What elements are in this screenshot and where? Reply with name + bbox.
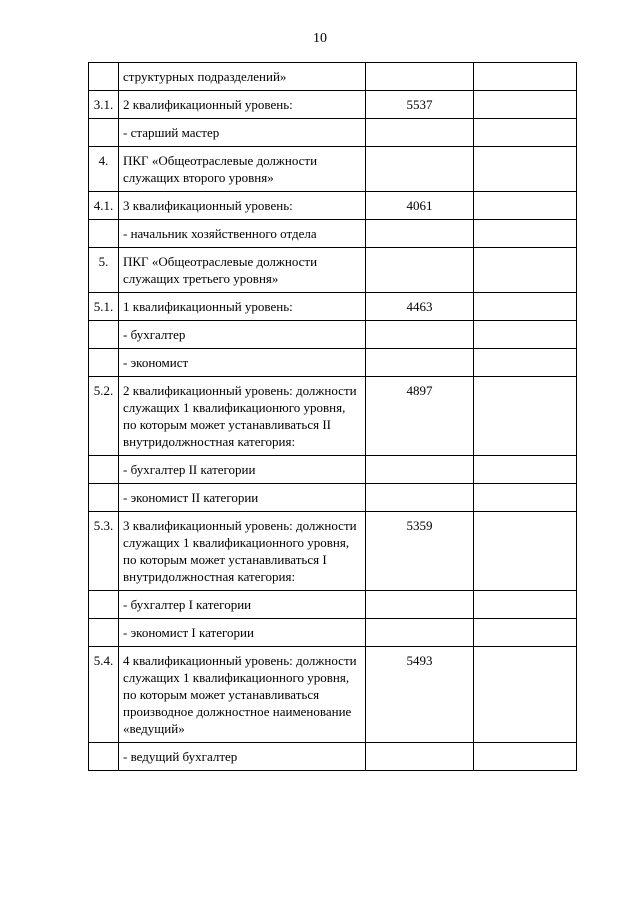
table-row <box>89 619 577 647</box>
table-row <box>89 192 577 220</box>
salary-value-cell <box>366 619 474 647</box>
salary-value-cell: 5493 <box>366 647 474 743</box>
table-row <box>89 321 577 349</box>
row-number-cell <box>89 456 119 484</box>
position-name-cell: - бухгалтер I категории <box>119 591 366 619</box>
table-row <box>89 349 577 377</box>
salary-value-cell <box>366 248 474 293</box>
salary-value-cell <box>366 743 474 771</box>
page-number: 10 <box>313 31 327 46</box>
extra-cell <box>474 147 577 192</box>
row-number-cell <box>89 220 119 248</box>
position-name-cell: 1 квалификационный уровень: <box>119 293 366 321</box>
table-row <box>89 248 577 293</box>
extra-cell <box>474 119 577 147</box>
position-name-cell: ПКГ «Общеотраслевые должности служащих третьего уровня» <box>119 248 366 293</box>
position-name-cell: ПКГ «Общеотраслевые должности служащих второго уровня» <box>119 147 366 192</box>
table-row <box>89 512 577 591</box>
extra-cell <box>474 619 577 647</box>
salary-value-cell: 4061 <box>366 192 474 220</box>
extra-cell <box>474 220 577 248</box>
position-name-cell: - ведущий бухгалтер <box>119 743 366 771</box>
salary-value-cell: 5537 <box>366 91 474 119</box>
table-row <box>89 377 577 456</box>
extra-cell <box>474 591 577 619</box>
row-number-cell <box>89 349 119 377</box>
row-number-cell <box>89 321 119 349</box>
salary-value-cell <box>366 119 474 147</box>
table-row <box>89 119 577 147</box>
position-name-cell: - экономист <box>119 349 366 377</box>
table-row <box>89 147 577 192</box>
row-number-cell: 5.1. <box>89 293 119 321</box>
salary-value-cell <box>366 147 474 192</box>
position-name-cell: 2 квалификационный уровень: должности служащих 1 квалификационюго уровня, по которым может устанавливаться II внутридолжностная категория: <box>119 377 366 456</box>
position-name-cell: 3 квалификационный уровень: должности служащих 1 квалификационного уровня, по которым может устанавливаться I внутридолжностная категория: <box>119 512 366 591</box>
extra-cell <box>474 512 577 591</box>
salary-table <box>88 62 577 771</box>
position-name-cell: 3 квалификационный уровень: <box>119 192 366 220</box>
extra-cell <box>474 321 577 349</box>
table-row <box>89 591 577 619</box>
row-number-cell <box>89 63 119 91</box>
table-row <box>89 484 577 512</box>
position-name-cell: структурных подразделений» <box>119 63 366 91</box>
row-number-cell: 5.2. <box>89 377 119 456</box>
row-number-cell: 5.3. <box>89 512 119 591</box>
salary-value-cell <box>366 220 474 248</box>
table-row <box>89 293 577 321</box>
position-name-cell: - бухгалтер II категории <box>119 456 366 484</box>
row-number-cell <box>89 619 119 647</box>
row-number-cell: 3.1. <box>89 91 119 119</box>
row-number-cell: 4.1. <box>89 192 119 220</box>
table-body <box>89 63 577 771</box>
row-number-cell: 5. <box>89 248 119 293</box>
salary-value-cell <box>366 591 474 619</box>
extra-cell <box>474 377 577 456</box>
row-number-cell <box>89 119 119 147</box>
table-row <box>89 220 577 248</box>
salary-value-cell: 4897 <box>366 377 474 456</box>
extra-cell <box>474 484 577 512</box>
extra-cell <box>474 248 577 293</box>
extra-cell <box>474 63 577 91</box>
position-name-cell: 2 квалификационный уровень: <box>119 91 366 119</box>
extra-cell <box>474 743 577 771</box>
salary-value-cell <box>366 321 474 349</box>
extra-cell <box>474 349 577 377</box>
extra-cell <box>474 192 577 220</box>
table-row <box>89 63 577 91</box>
position-name-cell: - старший мастер <box>119 119 366 147</box>
row-number-cell <box>89 743 119 771</box>
position-name-cell: - экономист I категории <box>119 619 366 647</box>
salary-value-cell <box>366 456 474 484</box>
position-name-cell: - бухгалтер <box>119 321 366 349</box>
salary-value-cell <box>366 63 474 91</box>
extra-cell <box>474 91 577 119</box>
row-number-cell: 4. <box>89 147 119 192</box>
salary-value-cell <box>366 349 474 377</box>
position-name-cell: 4 квалификационный уровень: должности служащих 1 квалификационного уровня, по которым может устанавливаться производное должностное наименование «ведущий» <box>119 647 366 743</box>
extra-cell <box>474 456 577 484</box>
salary-value-cell: 5359 <box>366 512 474 591</box>
row-number-cell: 5.4. <box>89 647 119 743</box>
table-row <box>89 456 577 484</box>
extra-cell <box>474 293 577 321</box>
row-number-cell <box>89 484 119 512</box>
table-row <box>89 91 577 119</box>
table-row <box>89 743 577 771</box>
extra-cell <box>474 647 577 743</box>
salary-value-cell <box>366 484 474 512</box>
table-row <box>89 647 577 743</box>
salary-value-cell: 4463 <box>366 293 474 321</box>
row-number-cell <box>89 591 119 619</box>
position-name-cell: - начальник хозяйственного отдела <box>119 220 366 248</box>
position-name-cell: - экономист II категории <box>119 484 366 512</box>
